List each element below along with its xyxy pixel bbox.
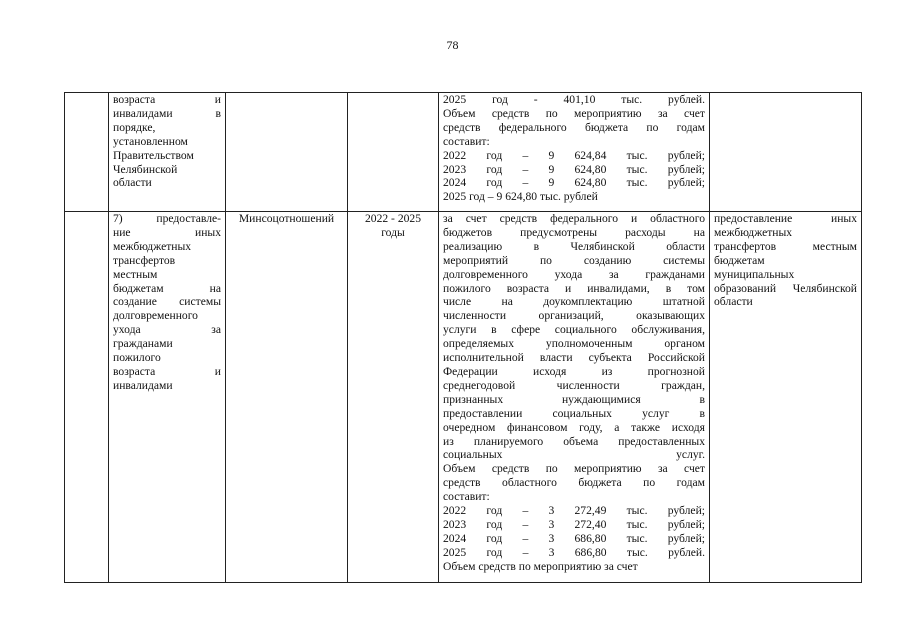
text-line: ние иных: [113, 225, 221, 239]
text-line: бюджетам: [714, 253, 765, 267]
text-line: межбюджетных: [714, 225, 793, 239]
text-line: долговременного: [113, 309, 198, 323]
text-line: 2023 год – 3 272,40 тыс. рублей;: [443, 517, 705, 531]
description-cell: [439, 93, 710, 212]
text-line: 2022 год – 3 272,49 тыс. рублей;: [443, 504, 705, 518]
text-line: области: [113, 176, 152, 190]
text-line: определяемых уполномоченным органом: [443, 337, 705, 351]
result-text: [714, 212, 857, 309]
text-line: Объем средств по мероприятию за счет: [443, 559, 638, 573]
text-line: социальных услуг.: [443, 448, 705, 462]
text-line: числе на доукомплектацию штатной: [443, 295, 705, 309]
text-line: местным: [113, 267, 158, 281]
text-line: мероприятий по созданию системы: [443, 253, 705, 267]
page-number: 78: [446, 38, 459, 52]
executor-cell: [226, 212, 348, 583]
table-row: [65, 212, 862, 583]
text-line: долговременного ухода за гражданами: [443, 267, 705, 281]
text-line: муниципальных: [714, 267, 795, 281]
text-line: 7) предоставле-: [113, 212, 221, 225]
row-number-cell: [65, 93, 109, 212]
text-line: 2022 - 2025: [364, 212, 422, 225]
measure-name-text: [113, 93, 221, 190]
result-cell: [710, 212, 862, 583]
text-line: возраста и: [113, 93, 221, 106]
text-line: 2025 год - 401,10 тыс. рублей.: [443, 93, 705, 106]
text-line: средств федерального бюджета по годам: [443, 120, 705, 134]
executor-cell: [226, 93, 348, 212]
text-line: услуги в сфере социального обслуживания,: [443, 323, 705, 337]
text-line: Объем средств по мероприятию за счет: [443, 106, 705, 120]
text-line: 2024 год – 9 624,80 тыс. рублей;: [443, 176, 705, 190]
executor-name: Минсоцотношений: [238, 212, 335, 225]
text-line: составит:: [443, 490, 490, 504]
text-line: пожилого: [113, 351, 161, 365]
text-line: 2025 год – 9 624,80 тыс. рублей: [443, 190, 598, 204]
text-line: 2022 год – 9 624,84 тыс. рублей;: [443, 148, 705, 162]
text-line: средств областного бюджета по годам: [443, 476, 705, 490]
text-line: численности организаций, оказывающих: [443, 309, 705, 323]
text-line: 2024 год – 3 686,80 тыс. рублей;: [443, 531, 705, 545]
text-line: бюджетам на: [113, 281, 221, 295]
text-line: предоставлении социальных услуг в: [443, 406, 705, 420]
text-line: 2023 год – 9 624,80 тыс. рублей;: [443, 162, 705, 176]
text-line: гражданами: [113, 337, 173, 351]
text-line: среднегодовой численности граждан,: [443, 378, 705, 392]
text-line: Челябинской: [113, 162, 178, 176]
result-cell: [710, 93, 862, 212]
text-line: инвалидами: [113, 378, 173, 392]
text-line: ухода за: [113, 323, 221, 337]
description-text: [443, 93, 705, 204]
text-line: бюджетов предусмотрены расходы на: [443, 225, 705, 239]
text-line: установленном: [113, 134, 188, 148]
program-measures-table: [64, 92, 862, 583]
text-line: исполнительной власти субъекта Российской: [443, 351, 705, 365]
period-cell: [348, 212, 439, 583]
text-line: порядке,: [113, 120, 156, 134]
text-line: Правительством: [113, 148, 194, 162]
text-line: предоставление иных: [714, 212, 857, 225]
text-line: пожилого возраста и инвалидами, в том: [443, 281, 705, 295]
text-line: составит:: [443, 134, 490, 148]
text-line: области: [714, 295, 753, 309]
text-line: очередном финансовом году, а также исходя: [443, 420, 705, 434]
measure-name-cell: [109, 212, 226, 583]
text-line: признанных нуждающимися в: [443, 392, 705, 406]
description-text: [443, 212, 705, 574]
table-row: [65, 93, 862, 212]
measure-name-text: [113, 212, 221, 393]
measure-name-cell: [109, 93, 226, 212]
period-cell: [348, 93, 439, 212]
period-text: [352, 212, 434, 240]
text-line: межбюджетных: [113, 239, 192, 253]
text-line: Объем средств по мероприятию за счет: [443, 462, 705, 476]
description-cell: [439, 212, 710, 583]
text-line: возраста и: [113, 364, 221, 378]
text-line: годы: [381, 225, 405, 239]
text-line: образований Челябинской: [714, 281, 857, 295]
text-line: 2025 год – 3 686,80 тыс. рублей.: [443, 545, 705, 559]
text-line: реализацию в Челябинской области: [443, 239, 705, 253]
text-line: трансфертов местным: [714, 239, 857, 253]
text-line: из планируемого объема предоставленных: [443, 434, 705, 448]
text-line: Федерации исходя из прогнозной: [443, 364, 705, 378]
row-number-cell: [65, 212, 109, 583]
text-line: инвалидами в: [113, 106, 221, 120]
text-line: создание системы: [113, 295, 221, 309]
text-line: за счет средств федерального и областного: [443, 212, 705, 225]
text-line: трансфертов: [113, 253, 176, 267]
